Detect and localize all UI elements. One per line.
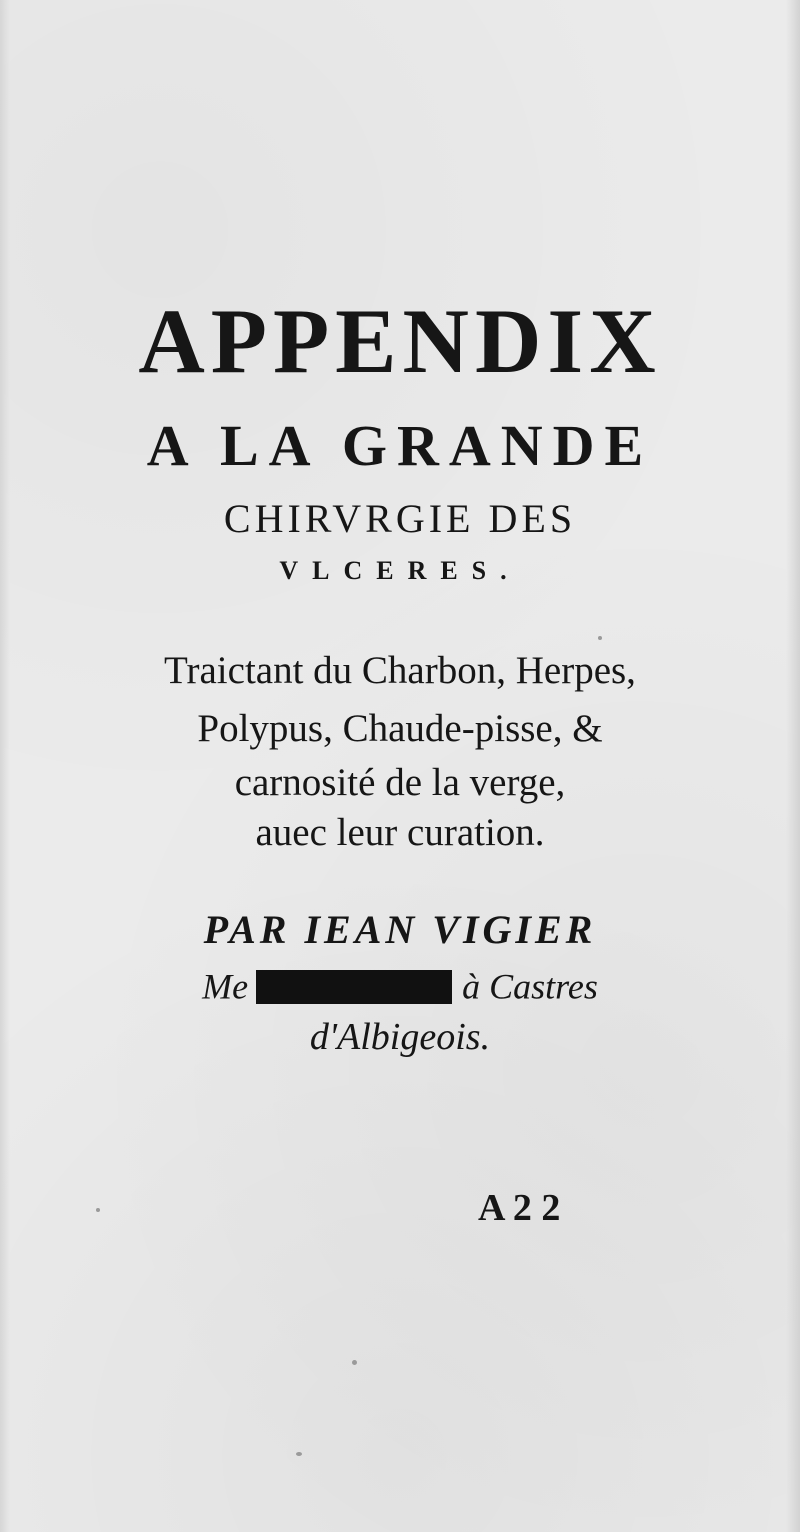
description-line-3: carnosité de la verge, xyxy=(234,761,566,804)
ink-speck xyxy=(598,636,602,640)
signature-mark: A 2 2 xyxy=(478,1187,561,1229)
description-line-4: auec leur curation. xyxy=(255,811,545,854)
author-name: PAR IEAN VIGIER xyxy=(203,907,597,952)
redaction-bar xyxy=(256,970,452,1004)
author-role-prefix: Me xyxy=(202,966,249,1007)
title-line-chirurgie: CHIRVRGIE DES xyxy=(223,496,577,541)
ink-speck xyxy=(296,1452,302,1456)
description-line-1: Traictant du Charbon, Herpes, xyxy=(164,649,636,692)
author-place: d'Albigeois. xyxy=(309,1016,491,1058)
ink-speck xyxy=(96,1208,100,1212)
title-line-grande: A LA GRANDE xyxy=(146,413,654,478)
author-role-suffix: à Castres xyxy=(462,966,598,1007)
title-line-ulceres: VLCERES. xyxy=(279,556,521,585)
description-line-2: Polypus, Chaude-pisse, & xyxy=(197,707,603,750)
ink-speck xyxy=(352,1360,357,1365)
title-line-appendix: APPENDIX xyxy=(138,290,662,392)
author-role xyxy=(0,962,800,1008)
